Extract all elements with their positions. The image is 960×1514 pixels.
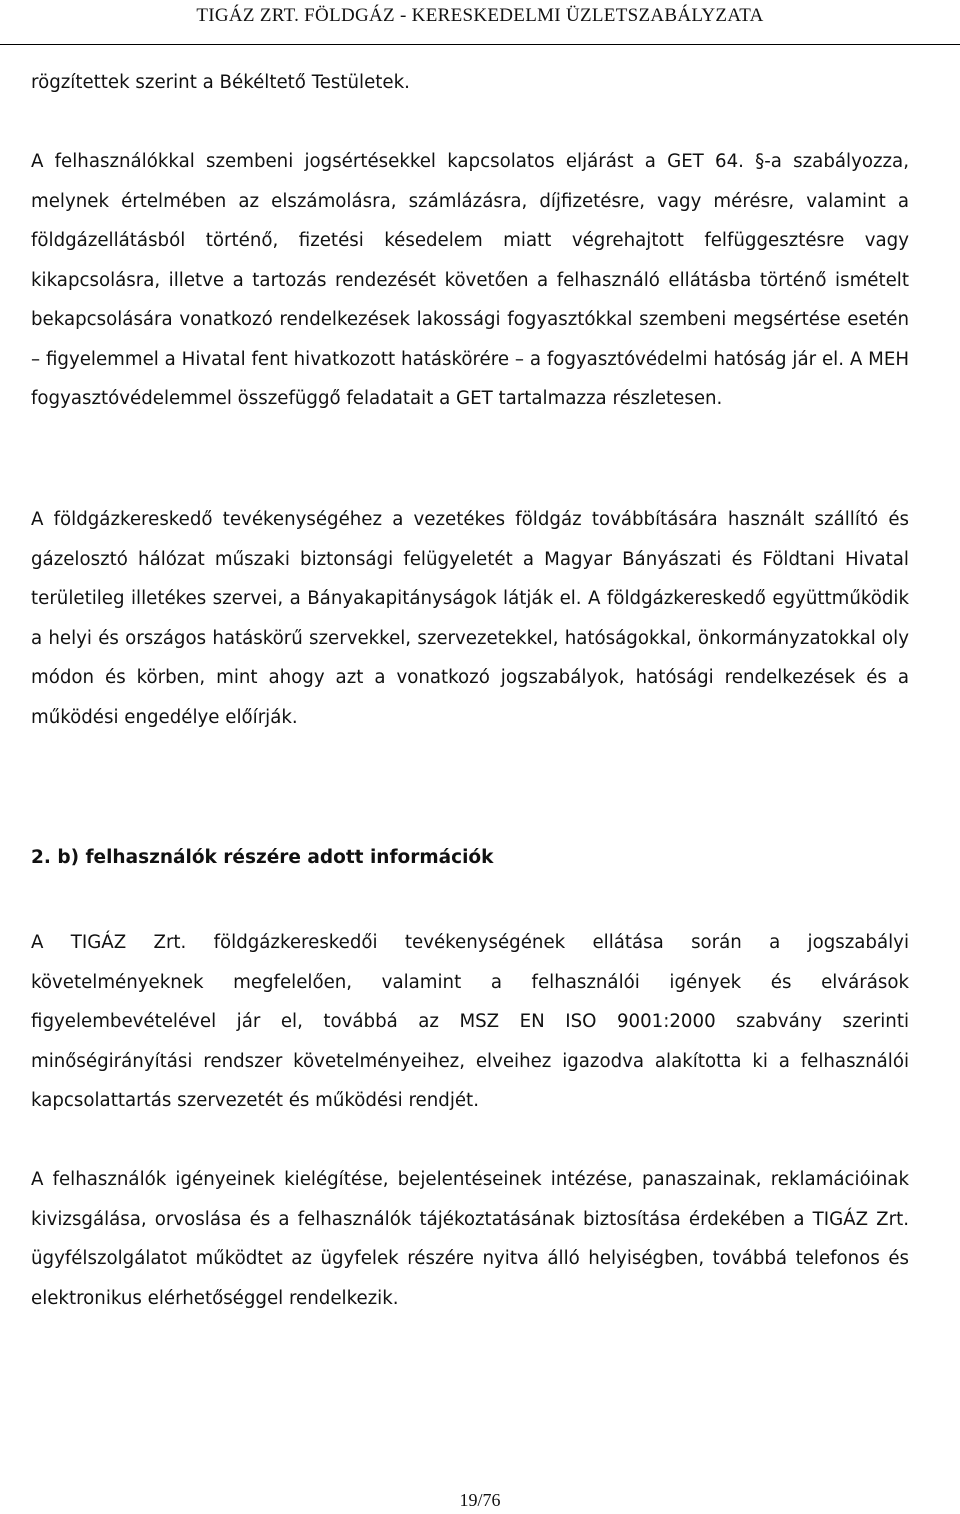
paragraph-5: A felhasználók igényeinek kielégítése, bejelentéseinek intézése, panaszainak, reklamációinak kivizsgálása, orvoslása és a felhasználók tájékoztatásának biztosítása érdekében a TIGÁZ Zrt. ügyfélszolgálatot működtet az ügyfelek részére nyitva álló helyiségben, továbbá telefonos és elektronikus elérhetőséggel rendelkezik. bbox=[31, 1169, 909, 1309]
header-title: TIGÁZ ZRT. FÖLDGÁZ - KERESKEDELMI ÜZLETSZABÁLYZATA bbox=[196, 5, 764, 26]
paragraph-3: A földgázkereskedő tevékenységéhez a vezetékes földgáz továbbítására használt szállító és gázelosztó hálózat műszaki biztonsági felügyeletét a Magyar Bányászati és Földtani Hivatal területileg illetékes szervei, a Bányakapitányságok látják el. A földgázkereskedő együttműködik a helyi és országos hatáskörű szervekkel, szervezetekkel, hatóságokkal, önkormányzatokkal oly módon és körben, mint ahogy azt a vonatkozó jogszabályok, hatósági rendelkezések és a működési engedélye előírják. bbox=[31, 509, 909, 728]
page-number: 19/76 bbox=[459, 1490, 501, 1510]
running-header bbox=[0, 0, 960, 45]
paragraph-1: rögzítettek szerint a Békéltető Testületek. bbox=[31, 72, 410, 93]
page-footer bbox=[0, 1490, 960, 1511]
paragraph-4: A TIGÁZ Zrt. földgázkereskedői tevékenységének ellátása során a jogszabályi követelményeknek megfelelően, valamint a felhasználói igények és elvárások figyelembevételével jár el, továbbá az MSZ EN ISO 9001:2000 szabvány szerinti minőségirányítási rendszer követelményeihez, elveihez igazodva alakította ki a felhasználói kapcsolattartás szervezetét és működési rendjét. bbox=[31, 932, 909, 1111]
paragraph-2: A felhasználókkal szembeni jogsértésekkel kapcsolatos eljárást a GET 64. §-a szabályozza, melynek értelmében az elszámolásra, számlázásra, díjfizetésre, vagy mérésre, valamint a földgázellátásból történő, fizetési késedelem miatt végrehajtott felfüggesztésre vagy kikapcsolásra, illetve a tartozás rendezését követően a felhasználó ellátásba történő ismételt bekapcsolására vonatkozó rendelkezések lakossági fogyasztókkal szembeni megsértése esetén – figyelemmel a Hivatal fent hivatkozott hatáskörére – a fogyasztóvédelmi hatóság jár el. A MEH fogyasztóvédelemmel összefüggő feladatait a GET tartalmazza részletesen. bbox=[31, 151, 909, 409]
section-heading: 2. b) felhasználók részére adott információk bbox=[31, 847, 494, 868]
